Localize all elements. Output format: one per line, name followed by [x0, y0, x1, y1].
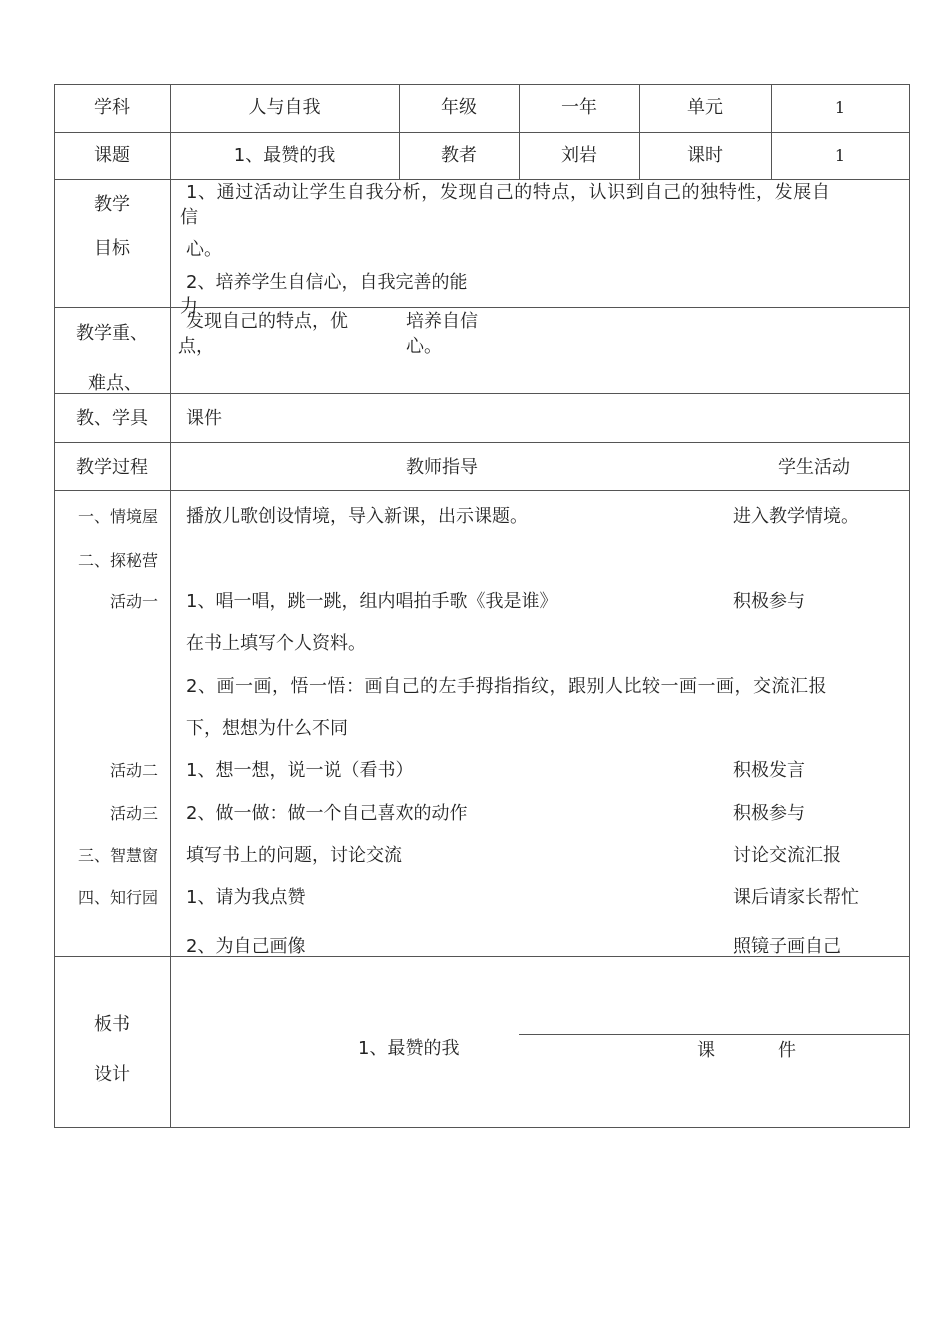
teacher-step: 2、画一画，悟一悟：画自己的左手拇指指纹，跟别人比较一画一画，交流汇报: [186, 676, 827, 697]
board-underline: [519, 1034, 910, 1035]
student-step: 进入教学情境。: [733, 506, 859, 527]
teacher-step: 1、请为我点赞: [186, 887, 306, 908]
tools-label: 教、学具: [76, 408, 148, 429]
stage-label: 活动三: [109, 804, 158, 823]
row-divider: [54, 442, 910, 443]
period-label: 课时: [687, 145, 723, 166]
teacher-step: 播放儿歌创设情境，导入新课，出示课题。: [186, 506, 528, 527]
teacher-step: 填写书上的问题，讨论交流: [186, 845, 402, 866]
student-step: 积极参与: [733, 591, 805, 612]
goals-label: 目标: [94, 238, 130, 259]
table-border-right: [909, 84, 910, 1127]
goal-line: 1、通过活动让学生自我分析，发现自己的特点，认识到自己的独特性，发展自: [186, 182, 831, 203]
teacher-step: 在书上填写个人资料。: [186, 633, 366, 654]
teacher-step: 2、为自己画像: [186, 936, 306, 957]
goal-line: 力: [180, 296, 198, 317]
subject-value: 人与自我: [248, 97, 321, 118]
grade-label: 年级: [441, 97, 477, 118]
key-points-label: 教学重、: [76, 323, 148, 344]
stage-label: 二、探秘营: [77, 551, 158, 570]
board-right-text: 课: [697, 1040, 715, 1061]
unit-value: 1: [834, 98, 846, 117]
stage-label: 活动二: [109, 761, 158, 780]
key-point-text: 点，: [178, 336, 214, 357]
topic-label: 课题: [94, 145, 130, 166]
teacher-step: 下，想想为什么不同: [186, 718, 348, 739]
row-divider: [54, 179, 910, 180]
board-label: 设计: [94, 1064, 130, 1085]
student-step: 课后请家长帮忙: [733, 887, 859, 908]
table-border-bottom: [54, 1127, 910, 1128]
goal-line: 心。: [186, 239, 222, 260]
board-title: 1、最赞的我: [358, 1038, 460, 1059]
student-step: 照镜子画自己: [733, 936, 841, 957]
teacher-step: 1、唱一唱，跳一跳，组内唱拍手歌《我是谁》: [186, 591, 558, 612]
student-step: 讨论交流汇报: [733, 845, 841, 866]
key-point-text: 心。: [406, 336, 442, 357]
stage-label: 三、智慧窗: [77, 846, 158, 865]
goal-line: 2、培养学生自信心，自我完善的能: [186, 272, 468, 293]
board-label: 板书: [94, 1014, 130, 1035]
student-step: 积极参与: [733, 803, 805, 824]
row-divider: [54, 490, 910, 491]
tools-value: 课件: [186, 408, 222, 429]
unit-label: 单元: [687, 97, 723, 118]
topic-value: 1、最赞的我: [233, 145, 336, 166]
stage-label: 四、知行园: [77, 888, 158, 907]
column-divider: [170, 84, 171, 1127]
subject-label: 学科: [94, 97, 130, 118]
goals-label: 教学: [94, 194, 130, 215]
process-label: 教学过程: [76, 457, 148, 478]
period-value: 1: [834, 146, 846, 165]
teacher-step: 2、做一做：做一个自己喜欢的动作: [186, 803, 468, 824]
key-points-label: 难点、: [88, 373, 142, 394]
board-right-text: 件: [778, 1040, 796, 1061]
stage-label: 活动一: [109, 592, 158, 611]
key-point-text: 发现自己的特点，优: [186, 311, 348, 332]
teacher-step: 1、想一想，说一说（看书）: [186, 760, 414, 781]
grade-value: 一年: [561, 97, 597, 118]
row-divider: [54, 132, 910, 133]
teacher-value: 刘岩: [561, 145, 597, 166]
key-point-text: 培养自信: [406, 311, 478, 332]
table-border-top: [54, 84, 910, 85]
student-activity-header: 学生活动: [778, 457, 850, 478]
teacher-guidance-header: 教师指导: [406, 457, 478, 478]
student-step: 积极发言: [733, 760, 805, 781]
goal-line: 信: [180, 207, 198, 228]
stage-label: 一、情境屋: [77, 507, 158, 526]
row-divider: [54, 393, 910, 394]
teacher-label: 教者: [441, 145, 477, 166]
